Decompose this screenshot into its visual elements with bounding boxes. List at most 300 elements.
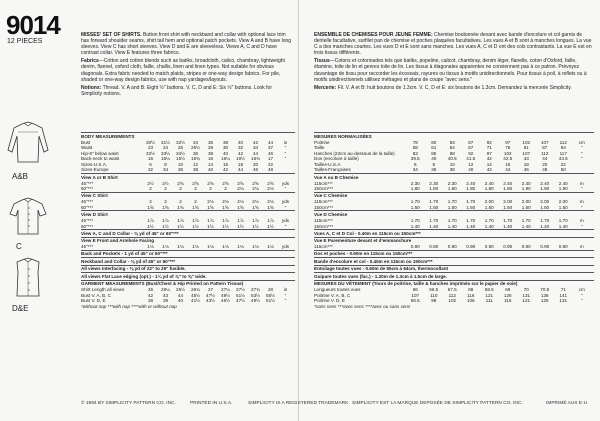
- table-row-label: Sizes-U.S.A.: [81, 161, 108, 167]
- table-cell: 2.40: [484, 180, 494, 186]
- table-cell: 1½: [177, 223, 184, 229]
- table-cell: 1½: [192, 223, 199, 229]
- table-cell: 53½: [251, 292, 260, 298]
- table-cell: 22: [560, 161, 566, 167]
- pieces-count: 12 PIECES: [7, 38, 43, 45]
- table-cell: 26¾: [191, 287, 200, 293]
- table-cell: 34: [252, 145, 259, 151]
- table-cell: ": [580, 186, 583, 192]
- table-cell: 107: [522, 150, 531, 156]
- table-cell: 1.70: [466, 217, 476, 223]
- table-cell: 23: [147, 145, 154, 151]
- table-note: *sans sens ***avec sens ****avec ou sans sens: [314, 304, 411, 309]
- table-cell: 40: [237, 139, 244, 145]
- table-cell: 81: [523, 145, 529, 151]
- table-row-label: 60"***: [81, 186, 94, 192]
- table-section-heading: View A or B Shirt: [81, 173, 295, 181]
- table-cell: 126: [540, 298, 549, 304]
- table-cell: 66: [412, 287, 418, 293]
- table-cell: 2⅛: [267, 199, 274, 205]
- table-cell: 15: [147, 156, 154, 162]
- table-section-heading: View D Shirt: [81, 210, 295, 218]
- table-cell: 34½: [176, 150, 185, 156]
- table-section-heading: Vues A, C et D Col - 0.40m en 115cm ou 150cm***: [314, 229, 594, 237]
- table-cell: 2⅝: [177, 180, 184, 186]
- table-section-heading: GARMENT MEASUREMENTS (Bust/Chest & Hip Printed on Pattern Tissue): [81, 280, 295, 288]
- table-cell: 1.70: [558, 217, 568, 223]
- table-cell: 88: [449, 150, 455, 156]
- table-cell: ": [580, 145, 583, 151]
- table-cell: 40: [431, 156, 437, 162]
- table-section-heading: Entoilage toutes vues - 0.60m de 55cm à 64cm, thermocollant: [314, 265, 594, 273]
- table-cell: 42: [237, 150, 244, 156]
- table-cell: 121: [485, 292, 494, 298]
- table-cell: 2⅛: [237, 199, 244, 205]
- table-cell: ": [580, 298, 583, 304]
- table-note: *without nap ***with nap ****with or without nap: [81, 304, 177, 309]
- table-row-label: 115cm***: [314, 180, 333, 186]
- table-cell: 2⅝: [192, 180, 199, 186]
- table-cell: 0.90: [503, 244, 513, 250]
- table-cell: 42: [252, 139, 259, 145]
- description-fr-title: ENSEMBLE DE CHEMISES POUR JEUNE FEMME:: [314, 32, 433, 38]
- table-row-label: Back-neck to waist: [81, 156, 120, 162]
- table-cell: 39: [162, 298, 169, 304]
- table-section-heading: Vue E Parementure devant et d'emmanchure: [314, 237, 594, 245]
- table-row-label: 150cm***: [314, 223, 334, 229]
- figure-label-ab: A&B: [12, 172, 29, 181]
- table-cell: yds: [281, 180, 290, 186]
- table-cell: 102: [503, 150, 512, 156]
- table-cell: 2: [209, 186, 212, 192]
- table-cell: 41.5: [466, 156, 476, 162]
- table-cell: 0.90: [429, 244, 439, 250]
- table-cell: 1½: [252, 223, 259, 229]
- table-section-heading: Bande d'encolure et col - 0.40m en 115cm ou 150cm***: [314, 257, 594, 265]
- table-cell: 1⅞: [237, 217, 244, 223]
- table-cell: 38: [449, 167, 455, 173]
- table-cell: ": [284, 204, 287, 210]
- table-cell: 26½: [191, 145, 200, 151]
- table-cell: 112: [541, 150, 549, 156]
- table-cell: 71: [560, 287, 566, 293]
- table-cell: 121: [522, 298, 531, 304]
- table-cell: 48: [542, 167, 548, 173]
- table-cell: 1.90: [503, 186, 513, 192]
- table-cell: [278, 167, 293, 173]
- pattern-number: 9014: [6, 10, 60, 40]
- table-cell: 44: [505, 167, 511, 173]
- table-row-label: Poitrine: [314, 139, 330, 145]
- table-cell: 2⅛: [267, 186, 274, 192]
- table-cell: 0.90: [447, 244, 457, 250]
- table-cell: 38: [222, 139, 229, 145]
- table-cell: 34: [162, 167, 169, 173]
- table-cell: 26½: [176, 287, 185, 293]
- table-row: [314, 244, 594, 250]
- table-cell: 102: [448, 298, 457, 304]
- table-cell: 40: [207, 167, 214, 173]
- table-cell: 2.00: [558, 199, 568, 205]
- table-cell: 15¼: [161, 156, 170, 162]
- table-cell: 55½: [266, 292, 275, 298]
- table-cell: 2⅛: [207, 199, 214, 205]
- table-cell: 1.90: [540, 186, 550, 192]
- table-cell: 2: [149, 186, 152, 192]
- figure-label-c: C: [16, 242, 22, 251]
- table-cell: 80: [431, 139, 437, 145]
- table-cell: 68.5: [484, 287, 494, 293]
- shirt-short-sleeve-illustration: [8, 196, 48, 238]
- table-cell: 40: [468, 167, 474, 173]
- table-cell: 1½: [222, 223, 229, 229]
- table-cell: 32½: [176, 139, 185, 145]
- table-cell: 16: [505, 161, 511, 167]
- table-row-label: 45"***: [81, 217, 94, 223]
- table-row-label: Hanches (23cm au-dessous de la taille): [314, 150, 395, 156]
- shirt-sleeveless-illustration: [8, 256, 48, 300]
- table-cell: 27: [207, 287, 214, 293]
- table-cell: 1⅝: [207, 204, 214, 210]
- table-cell: 1.40: [484, 223, 494, 229]
- table-cell: 26: [147, 287, 154, 293]
- table-cell: 67: [468, 145, 474, 151]
- table-cell: 2⅝: [267, 180, 274, 186]
- table-row: [81, 186, 295, 192]
- table-cell: 97: [505, 139, 511, 145]
- table-cell: 8: [432, 161, 436, 167]
- table-cell: 58: [412, 145, 418, 151]
- table-cell: 46: [252, 167, 259, 173]
- table-cell: 87: [468, 139, 474, 145]
- table-cell: 2: [179, 199, 182, 205]
- table-cell: 69: [505, 287, 511, 293]
- description-en-title: MISSES' SET OF SHIRTS.: [81, 32, 142, 38]
- table-cell: 0.90: [410, 244, 420, 250]
- table-cell: 36: [177, 167, 184, 173]
- table-cell: 1.70: [429, 199, 439, 205]
- table-cell: 76: [505, 145, 511, 151]
- table-cell: ": [580, 292, 583, 298]
- table-cell: 42: [222, 167, 229, 173]
- table-cell: 1½: [207, 223, 214, 229]
- table-cell: m: [579, 180, 584, 186]
- table-cell: 0.90: [521, 244, 531, 250]
- table-cell: 16¼: [221, 156, 230, 162]
- table-cell: 15½: [176, 156, 185, 162]
- table-row-label: 60"***: [81, 204, 94, 210]
- table-cell: 34: [192, 139, 199, 145]
- table-cell: 1.40: [410, 223, 420, 229]
- table-cell: 12: [468, 161, 474, 167]
- table-cell: 2½: [162, 180, 169, 186]
- table-cell: 30: [222, 145, 229, 151]
- table-cell: 43: [162, 292, 169, 298]
- table-cell: 1.80: [447, 186, 457, 192]
- table-row-label: 150cm***: [314, 186, 334, 192]
- table-row-label: Bust V. A, B, C: [81, 292, 111, 298]
- fabrics-en-text: —Cotton and cotton blends such as batiks, broadcloth, calico, chambray, lightweight denim, flannel, oxford cloth, faille, challis, linen and linen types. Not suitable for obvious diagonals. Extra fabric needed to match plaids, stripes or one-way design fabrics. For pile, shaded or one-way design fabrics, use with nap yardages/layouts.: [81, 58, 285, 83]
- table-cell: 1.40: [503, 223, 513, 229]
- table-cell: 107: [540, 139, 549, 145]
- table-cell: 2⅛: [252, 186, 259, 192]
- footer-imprime: IMPRIMÉ AUX E-U: [546, 401, 588, 406]
- table-cell: 92: [468, 150, 474, 156]
- description-en-text: Button front shirt with neckband and collar with optional lace trim has forward shoulder seams, shirt tail hem and optional patch pockets. View A and B have long sleeves. View C has short sleeves. View D and E are sleeveless. Views A, C and D have contrast collar. View E features three fabrics.: [81, 32, 292, 57]
- table-section-heading: BODY MEASUREMENTS: [81, 132, 295, 140]
- yardage-table-french: [314, 132, 594, 396]
- table-section-heading: View A, C and D Collar - ⅜ yd of 45" or 60"***: [81, 229, 295, 237]
- table-row-label: 115cm***: [314, 244, 333, 250]
- table-cell: 1.70: [447, 199, 457, 205]
- table-cell: 40: [222, 150, 229, 156]
- table-cell: 1.70: [410, 217, 420, 223]
- table-cell: ": [284, 223, 287, 229]
- table-cell: 25: [177, 145, 184, 151]
- table-cell: ": [580, 204, 583, 210]
- table-cell: [573, 167, 592, 173]
- table-cell: 20: [252, 161, 259, 167]
- table-cell: 36: [431, 167, 437, 173]
- table-cell: 2.40: [558, 180, 568, 186]
- table-cell: 44: [267, 139, 274, 145]
- table-row: [314, 167, 594, 173]
- table-cell: 78: [412, 139, 418, 145]
- table-cell: 2: [194, 199, 197, 205]
- table-section-heading: View E Front and Armhole Facing: [81, 237, 295, 245]
- table-cell: 44: [177, 292, 184, 298]
- table-cell: 1½: [147, 223, 154, 229]
- table-cell: 1⅛: [177, 244, 184, 250]
- table-row-label: Poitrine V. A, B, C: [314, 292, 351, 298]
- table-cell: 22: [267, 161, 274, 167]
- table-cell: 16: [222, 161, 229, 167]
- table-row: [81, 167, 295, 173]
- table-cell: 2.30: [447, 180, 457, 186]
- table-cell: cm: [578, 287, 585, 293]
- table-cell: 2: [164, 199, 167, 205]
- table-cell: 1.40: [447, 223, 457, 229]
- table-cell: 16: [207, 156, 214, 162]
- table-cell: m: [579, 199, 584, 205]
- table-cell: 39.5: [410, 156, 420, 162]
- table-cell: 106: [466, 298, 475, 304]
- table-cell: 1⅞: [177, 217, 184, 223]
- table-cell: yds: [281, 244, 290, 250]
- table-cell: 1.50: [503, 204, 513, 210]
- figure-label-de: D&E: [12, 304, 29, 313]
- table-cell: 1½: [237, 223, 244, 229]
- table-cell: 1.70: [484, 217, 494, 223]
- table-section-heading: Vue C Chemise: [314, 192, 594, 200]
- table-cell: 1½: [162, 223, 169, 229]
- table-section-heading: All views Interfacing - ⅜ yd of 22" to 25" fusible.: [81, 265, 295, 273]
- table-cell: 2½: [147, 180, 154, 186]
- table-cell: 51½: [236, 292, 245, 298]
- table-cell: 1⅝: [222, 204, 229, 210]
- table-cell: 2.00: [503, 199, 513, 205]
- table-cell: 2: [149, 199, 152, 205]
- table-cell: 40.5: [447, 156, 457, 162]
- table-cell: in: [283, 139, 288, 145]
- table-cell: 1⅝: [237, 204, 244, 210]
- table-cell: 1.70: [540, 217, 550, 223]
- table-cell: 1⅛: [237, 244, 244, 250]
- table-row-label: Shirt Length all views: [81, 287, 125, 293]
- table-cell: 10: [449, 161, 455, 167]
- table-cell: 2⅝: [252, 180, 259, 186]
- table-cell: 14: [486, 161, 492, 167]
- table-cell: 38: [207, 150, 214, 156]
- table-row-label: Hip-9" below waist: [81, 150, 119, 156]
- table-cell: 0.90: [540, 244, 550, 250]
- table-cell: ": [580, 223, 583, 229]
- table-cell: 99: [431, 298, 437, 304]
- table-cell: 2: [164, 186, 167, 192]
- table-cell: 51½: [266, 298, 275, 304]
- table-cell: 1.70: [466, 199, 476, 205]
- table-cell: 12: [192, 161, 199, 167]
- table-cell: 1.50: [410, 204, 420, 210]
- table-cell: yds: [281, 217, 290, 223]
- description-french: [314, 32, 594, 128]
- table-cell: 87: [542, 145, 548, 151]
- table-cell: 1⅝: [192, 204, 199, 210]
- table-row: [314, 205, 594, 211]
- table-cell: 34: [412, 167, 418, 173]
- table-cell: 32: [147, 167, 154, 173]
- description-fr-text: Chemise boutonnée devant avec bande d'encolure et col garnis de dentelle facultative, surfilet pan de chemise et poches plaquées facultatives. Les vues A et B sont à manches longues. La vue C a des manches courtes. Les vues D et E sont sans manches. Les vues A, C et D ont des cols contrastants. La vue E est en trois tissus différents.: [314, 32, 592, 57]
- table-cell: 45½: [191, 292, 200, 298]
- shirt-long-sleeve-illustration: [6, 120, 50, 166]
- table-cell: m: [579, 217, 584, 223]
- table-row-label: 115cm***: [314, 199, 333, 205]
- table-cell: 16¾: [251, 156, 260, 162]
- table-cell: 1.50: [447, 204, 457, 210]
- table-cell: 1.70: [429, 217, 439, 223]
- table-row-label: Tailles-Françaises: [314, 167, 351, 173]
- table-cell: 2: [194, 186, 197, 192]
- table-cell: 36: [192, 150, 199, 156]
- table-cell: 28: [267, 287, 274, 293]
- table-cell: 1.50: [466, 204, 476, 210]
- table-cell: ": [580, 150, 583, 156]
- table-cell: 96.5: [410, 298, 420, 304]
- table-cell: 67.5: [447, 287, 457, 293]
- table-cell: 1⅝: [267, 204, 274, 210]
- table-cell: 27½: [236, 287, 245, 293]
- table-cell: 1⅞: [207, 217, 214, 223]
- table-cell: 42: [486, 156, 492, 162]
- table-cell: 116: [467, 292, 475, 298]
- table-cell: 2.40: [521, 180, 531, 186]
- fabrics-fr-text: —Cotons et cotonnades tels que batiks, popeline, calicot, chambray, denim léger, flanelle, coton d'Oxford, faille, étamine, toile de lin et genres toile de lin. Les tissus à diagonales apparentes ne conviennent pas à ce patron. Prévoyez davantage de tissu pour raccorder les écossais, rayures ou tissus à motifs unidirectionnels. Pour tissus à poil, à reflets ou à motifs unidirectionnels utilisez métrages et plans de coupe "avec sens.": [314, 58, 587, 83]
- table-cell: 27¾: [251, 287, 260, 293]
- table-section-heading: Dos et poches - 0.90m en 115cm ou 150cm***: [314, 250, 594, 258]
- table-row-label: Sizes-Europe: [81, 167, 109, 173]
- table-cell: 66.5: [429, 287, 439, 293]
- table-cell: 14: [207, 161, 214, 167]
- table-cell: 110: [430, 292, 438, 298]
- table-row-label: Poitrine V. D, E: [314, 298, 345, 304]
- table-cell: 38: [147, 298, 154, 304]
- table-cell: 31½: [161, 139, 170, 145]
- table-section-heading: Back and Pockets - 1 yd of 45" or 60"***: [81, 250, 295, 258]
- table-cell: 1.90: [521, 186, 531, 192]
- table-cell: 18: [523, 161, 529, 167]
- table-cell: in: [283, 287, 288, 293]
- table-cell: 1.70: [410, 199, 420, 205]
- table-cell: m: [579, 244, 584, 250]
- table-section-heading: MESURES DU VÊTEMENT (Tours de poitrine, taille & hanches imprimés sur le papier de soie): [314, 280, 594, 288]
- table-row-label: 150cm***: [314, 204, 334, 210]
- table-cell: 2.40: [466, 180, 476, 186]
- table-cell: 1⅛: [267, 244, 274, 250]
- table-cell: 2: [179, 186, 182, 192]
- table-cell: 40: [177, 298, 184, 304]
- table-cell: 83: [449, 139, 455, 145]
- table-cell: 126: [503, 292, 512, 298]
- table-cell: 43: [523, 156, 529, 162]
- table-cell: 92: [486, 139, 492, 145]
- table-cell: 2⅛: [252, 199, 259, 205]
- table-cell: 42.5: [503, 156, 513, 162]
- table-cell: 94: [560, 145, 566, 151]
- table-row: [314, 224, 594, 230]
- table-cell: 1.90: [558, 186, 568, 192]
- table-cell: 2⅛: [237, 186, 244, 192]
- table-cell: 1.80: [429, 186, 439, 192]
- table-cell: 1⅞: [147, 217, 154, 223]
- table-cell: 42: [486, 167, 492, 173]
- table-row-label: 60"***: [81, 223, 94, 229]
- table-cell: 27¼: [221, 287, 230, 293]
- table-cell: 1⅞: [252, 217, 259, 223]
- table-cell: 1.70: [503, 217, 513, 223]
- table-row-label: 45"***: [81, 244, 94, 250]
- footer-trademark-fr: SIMPLICITY EST LA MARQUE DEPOSÉE DE SIMPLICITY PATTERN CO. INC.: [352, 401, 523, 406]
- table-cell: 1.40: [466, 223, 476, 229]
- table-cell: yds: [281, 199, 290, 205]
- table-cell: 102: [522, 139, 531, 145]
- table-cell: 0.90: [558, 244, 568, 250]
- table-section-heading: Neckband and Collar - ⅜ yd of 45" or 60"***: [81, 257, 295, 265]
- table-cell: 112: [448, 292, 456, 298]
- table-cell: 44: [237, 167, 244, 173]
- table-cell: 17: [267, 156, 274, 162]
- table-cell: 0.90: [466, 244, 476, 250]
- table-cell: 49½: [221, 292, 230, 298]
- table-cell: 1⅝: [177, 204, 184, 210]
- table-cell: 38: [192, 167, 199, 173]
- table-cell: 10: [177, 161, 184, 167]
- table-cell: ": [284, 150, 287, 156]
- table-cell: 2⅝: [237, 180, 244, 186]
- table-cell: 71: [486, 145, 492, 151]
- footer-printed: PRINTED IN U.S.A.: [190, 401, 233, 406]
- notions-fr-text: Fil. V. A et B: huit boutons de 1.3cm. V. C, D et E: six boutons de 1.3cm. Demandez la mercerie Simplicity.: [337, 84, 572, 91]
- table-cell: 68: [468, 287, 474, 293]
- table-cell: 43½: [206, 298, 215, 304]
- table-cell: 141: [559, 292, 568, 298]
- fold-line: [298, 0, 299, 421]
- table-row: [81, 224, 295, 230]
- table-cell: 2⅝: [207, 180, 214, 186]
- table-cell: 1⅛: [147, 244, 154, 250]
- table-cell: 37: [267, 145, 274, 151]
- table-cell: 136: [540, 292, 549, 298]
- table-cell: 117: [559, 150, 567, 156]
